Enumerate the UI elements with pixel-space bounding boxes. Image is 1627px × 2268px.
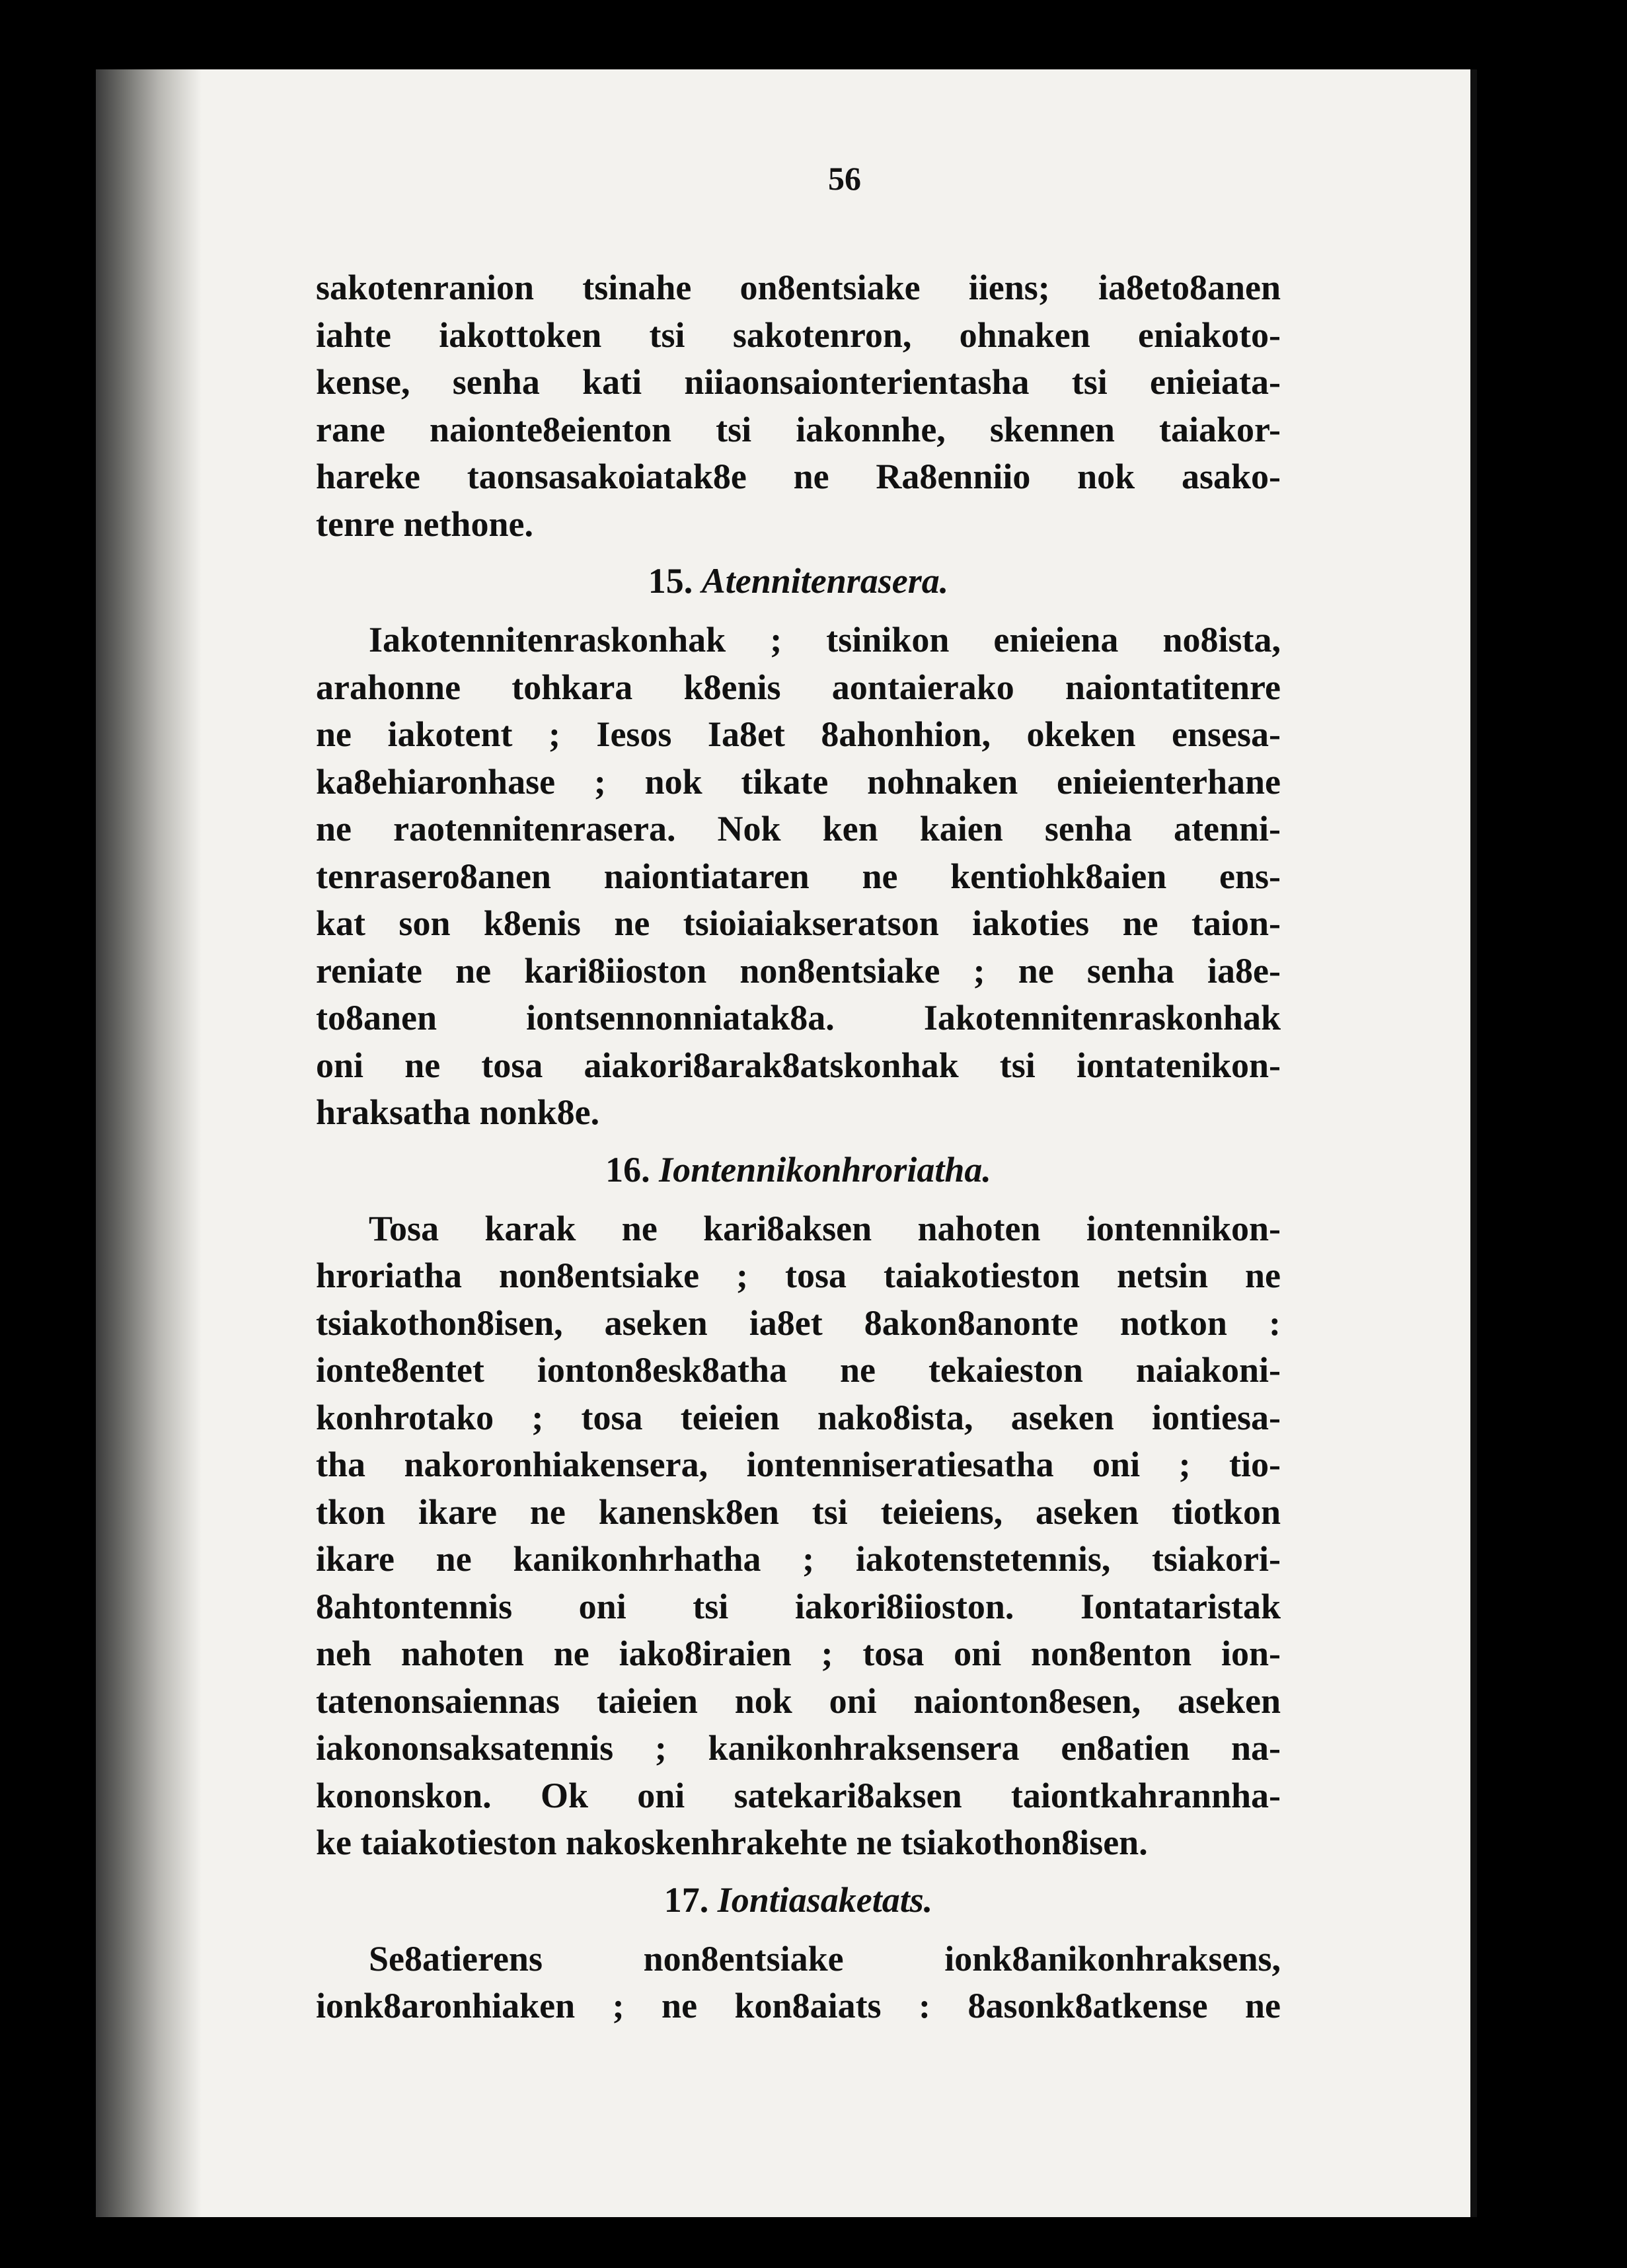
text-line: oni ne tosa aiakori8arak8atskonhak tsi iontatenikon- [316,1045,1281,1085]
section-title: Iontennikonhroriatha. [659,1149,991,1190]
section-heading [316,1876,1281,1924]
text-line: tha nakoronhiakensera, iontenniseratiesatha oni ; tio- [316,1445,1281,1484]
text-line: 8ahtontennis oni tsi iakori8iioston. Iontataristak [316,1586,1281,1626]
page-text [316,159,1281,2030]
text-line: ionk8aronhiaken ; ne kon8aiats : 8asonk8atkense ne [316,1986,1281,2025]
text-line: kononskon. Ok oni satekari8aksen taiontkahrannha- [316,1775,1281,1815]
text-line: rane naionte8eienton tsi iakonnhe, skennen taiakor- [316,409,1281,449]
section-heading [316,557,1281,605]
text-line: iahte iakottoken tsi sakotenron, ohnaken eniakoto- [316,315,1281,355]
text-line: tenre nethone. [316,504,533,544]
text-line: reniate ne kari8iioston non8entsiake ; ne senha ia8e- [316,950,1281,991]
text-line: ne raotennitenrasera. Nok ken kaien senha atenni- [316,809,1281,849]
text-line: Iakotennitenraskonhak ; tsinikon enieiena no8ista, [369,620,1281,660]
section-number: 16. [605,1149,650,1190]
paragraph [316,264,1281,548]
text-line: Se8atierens non8entsiake ionk8anikonhraksens, [369,1938,1281,1979]
text-line: konhrotako ; tosa teieien nako8ista, aseken iontiesa- [316,1397,1281,1437]
text-line: hraksatha nonk8e. [316,1092,600,1132]
page-edge [1470,69,1477,2217]
text-line: neh nahoten ne iako8iraien ; tosa oni non8enton ion- [316,1634,1281,1673]
section-number: 17. [663,1879,709,1920]
book-gutter-shadow [96,69,202,2217]
text-line: iakononsaksatennis ; kanikonhraksensera en8atien na- [316,1728,1281,1768]
text-line: to8anen iontsennonniatak8a. Iakotennitenraskonhak [316,998,1281,1038]
text-line: kat son k8enis ne tsioiaiakseratson iakoties ne taion- [316,903,1281,943]
page-content [316,264,1281,2030]
paragraph [316,1936,1281,2030]
text-line: ikare ne kanikonhrhatha ; iakotenstetennis, tsiakori- [316,1539,1281,1579]
text-line: ionte8entet ionton8esk8atha ne tekaieston naiakoni- [316,1350,1281,1390]
text-line: tenrasero8anen naiontiataren ne kentiohk8aien ens- [316,856,1281,896]
text-line: ke taiakotieston nakoskenhrakehte ne tsiakothon8isen. [316,1823,1148,1862]
text-line: ka8ehiaronhase ; nok tikate nohnaken enieienterhane [316,761,1281,802]
text-line: ne iakotent ; Iesos Ia8et 8ahonhion, okeken ensesa- [316,714,1281,754]
text-line: sakotenranion tsinahe on8entsiake iiens; ia8eto8anen [316,268,1281,307]
text-line: tatenonsaiennas taieien nok oni naionton8esen, aseken [316,1681,1281,1721]
text-line: arahonne tohkara k8enis aontaierako naiontatitenre [316,667,1281,707]
paragraph [316,1205,1281,1867]
paragraph [316,617,1281,1137]
text-line: Tosa karak ne kari8aksen nahoten iontennikon- [369,1208,1281,1248]
section-heading [316,1146,1281,1193]
section-title: Atennitenrasera. [701,561,949,601]
text-line: hroriatha non8entsiake ; tosa taiakotieston netsin ne [316,1256,1281,1295]
page-number: 56 [828,160,861,197]
text-line: tkon ikare ne kanensk8en tsi teieiens, aseken tiotkon [316,1492,1281,1532]
section-title: Iontiasaketats. [717,1879,933,1920]
text-line: tsiakothon8isen, aseken ia8et 8akon8anonte notkon : [316,1303,1281,1343]
text-line: kense, senha kati niiaonsaionterientasha tsi enieiata- [316,362,1281,402]
text-line: hareke taonsasakoiatak8e ne Ra8enniio nok asako- [316,457,1281,496]
section-number: 15. [648,561,693,601]
